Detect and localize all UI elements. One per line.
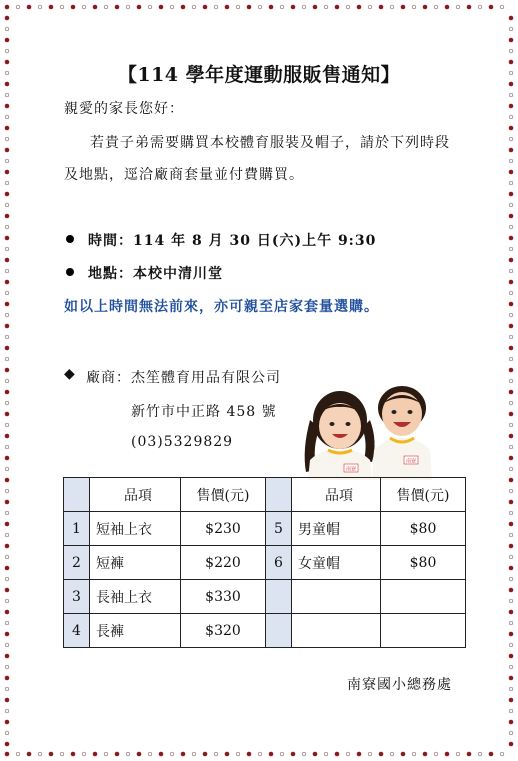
row-number: 4 <box>64 614 90 648</box>
border-bead <box>509 489 513 493</box>
border-bead <box>5 500 10 505</box>
border-bead <box>5 632 10 637</box>
border-bead <box>509 577 513 581</box>
table-header-price: 售價(元) <box>181 478 266 512</box>
border-bead <box>509 632 514 637</box>
border-bead <box>509 379 513 383</box>
table-row <box>64 614 466 648</box>
border-bead <box>509 742 514 747</box>
border-bead <box>509 599 513 603</box>
border-bead <box>104 5 108 9</box>
border-bead <box>445 752 450 757</box>
border-bead <box>509 170 514 175</box>
boy-shirt-label: 南寮 <box>405 458 417 465</box>
border-bead <box>302 5 306 9</box>
border-bead <box>5 236 10 241</box>
border-bead <box>5 654 10 659</box>
border-bead <box>368 752 372 756</box>
border-bead <box>5 731 9 735</box>
border-bead <box>509 126 514 131</box>
border-bead <box>192 752 196 756</box>
signature: 南寮國小總務處 <box>347 677 452 693</box>
item-name <box>292 580 381 614</box>
border-bead <box>5 456 10 461</box>
border-bead <box>401 752 406 757</box>
border-bead <box>412 5 416 9</box>
border-bead <box>509 38 514 43</box>
notice-text: 如以上時間無法前來，亦可親至店家套量選購。 <box>64 299 379 315</box>
border-bead <box>509 27 513 31</box>
border-bead <box>390 5 394 9</box>
border-bead <box>509 445 513 449</box>
border-bead <box>5 346 10 351</box>
border-bead <box>93 752 98 757</box>
border-bead <box>509 731 513 735</box>
border-bead <box>5 137 9 141</box>
item-name: 長袖上衣 <box>90 580 181 614</box>
border-bead <box>93 5 98 10</box>
border-bead <box>5 368 10 373</box>
border-bead <box>509 423 513 427</box>
border-bead <box>478 5 482 9</box>
border-bead <box>509 181 513 185</box>
border-bead <box>509 280 514 285</box>
border-bead <box>5 676 10 681</box>
border-bead <box>5 280 10 285</box>
border-bead <box>192 5 196 9</box>
border-bead <box>509 511 513 515</box>
border-bead <box>509 302 514 307</box>
border-bead <box>5 665 9 669</box>
border-bead <box>159 752 164 757</box>
border-bead <box>324 5 328 9</box>
vendor-name: 廠商：杰笙體育用品有限公司 <box>86 370 281 386</box>
border-bead <box>509 434 514 439</box>
border-bead <box>5 5 10 10</box>
border-bead <box>509 236 514 241</box>
border-bead <box>170 752 174 756</box>
intro-line-1: 若貴子弟需要購買本校體育服裝及帽子，請於下列時段 <box>90 135 450 151</box>
border-bead <box>509 467 513 471</box>
border-bead <box>509 346 514 351</box>
border-bead <box>5 412 10 417</box>
border-bead <box>509 291 513 295</box>
border-bead <box>509 500 514 505</box>
intro-line-2: 及地點，逕洽廠商套量並付費購買。 <box>64 167 304 183</box>
border-bead <box>203 752 208 757</box>
row-number: 1 <box>64 512 90 546</box>
border-bead <box>509 269 513 273</box>
border-bead <box>346 5 350 9</box>
border-bead <box>5 687 9 691</box>
border-bead <box>509 357 513 361</box>
girl-shirt-label: 南寮 <box>345 466 357 473</box>
border-bead <box>16 752 20 756</box>
border-bead <box>509 643 513 647</box>
border-bead <box>5 49 9 53</box>
border-bead <box>71 752 76 757</box>
border-bead <box>5 379 9 383</box>
border-bead <box>258 5 262 9</box>
border-bead <box>401 5 406 10</box>
border-bead <box>509 654 514 659</box>
border-bead <box>478 752 482 756</box>
border-bead <box>203 5 208 10</box>
border-bead <box>5 467 9 471</box>
border-bead <box>60 752 64 756</box>
border-bead <box>5 566 10 571</box>
border-bead <box>214 752 218 756</box>
border-bead <box>5 577 9 581</box>
border-bead <box>509 49 513 53</box>
border-bead <box>5 170 10 175</box>
border-bead <box>5 390 10 395</box>
border-bead <box>5 181 9 185</box>
border-bead <box>368 5 372 9</box>
time-info: 時間：114 年 8 月 30 日(六)上午 9:30 <box>88 233 377 249</box>
border-bead <box>509 401 513 405</box>
border-bead <box>159 5 164 10</box>
row-number <box>266 580 292 614</box>
border-bead <box>170 5 174 9</box>
border-bead <box>509 390 514 395</box>
border-bead <box>38 752 42 756</box>
border-bead <box>456 5 460 9</box>
item-name: 長褲 <box>90 614 181 648</box>
greeting-text: 親愛的家長您好： <box>64 101 184 117</box>
table-header-item: 品項 <box>292 478 381 512</box>
border-bead <box>225 5 230 10</box>
vendor-address: 新竹市中正路 458 號 <box>131 404 277 420</box>
border-bead <box>27 752 32 757</box>
border-bead <box>467 5 472 10</box>
border-bead <box>423 752 428 757</box>
row-number <box>266 614 292 648</box>
border-bead <box>509 412 514 417</box>
border-bead <box>5 104 10 109</box>
border-bead <box>16 5 20 9</box>
border-bead <box>357 752 362 757</box>
border-bead <box>126 5 130 9</box>
border-bead <box>509 324 514 329</box>
border-bead <box>509 148 514 153</box>
item-name: 短袖上衣 <box>90 512 181 546</box>
bullet-icon <box>66 268 74 276</box>
border-bead <box>137 5 142 10</box>
border-bead <box>5 335 9 339</box>
table-cell <box>266 478 292 512</box>
border-bead <box>509 214 514 219</box>
border-bead <box>5 401 9 405</box>
border-bead <box>5 544 10 549</box>
border-bead <box>82 752 86 756</box>
border-bead <box>509 247 513 251</box>
border-bead <box>509 522 514 527</box>
border-bead <box>467 752 472 757</box>
border-bead <box>509 720 514 725</box>
border-bead <box>126 752 130 756</box>
border-bead <box>5 533 9 537</box>
border-bead <box>509 258 514 263</box>
border-bead <box>236 5 240 9</box>
border-bead <box>247 5 252 10</box>
border-bead <box>225 752 230 757</box>
table-row <box>64 580 466 614</box>
border-bead <box>5 478 10 483</box>
border-bead <box>346 752 350 756</box>
border-bead <box>509 555 513 559</box>
border-bead <box>5 489 9 493</box>
border-bead <box>434 752 438 756</box>
border-bead <box>509 665 513 669</box>
border-bead <box>27 5 32 10</box>
table-header-row <box>64 478 466 512</box>
place-info: 地點：本校中清川堂 <box>88 266 223 282</box>
border-bead <box>509 709 513 713</box>
table-cell <box>64 478 90 512</box>
border-bead <box>5 555 9 559</box>
border-bead <box>509 203 513 207</box>
border-bead <box>313 5 318 10</box>
border-bead <box>509 313 513 317</box>
table-row <box>64 546 466 580</box>
border-bead <box>5 159 9 163</box>
border-bead <box>335 752 340 757</box>
border-bead <box>5 115 9 119</box>
item-price <box>381 580 466 614</box>
border-bead <box>5 302 10 307</box>
border-bead <box>445 5 450 10</box>
border-bead <box>5 225 9 229</box>
border-bead <box>509 192 514 197</box>
item-price: $330 <box>181 580 266 614</box>
item-price: $230 <box>181 512 266 546</box>
border-bead <box>280 5 284 9</box>
border-bead <box>5 698 10 703</box>
border-bead <box>5 610 10 615</box>
border-bead <box>38 5 42 9</box>
border-bead <box>291 752 296 757</box>
table-row <box>64 512 466 546</box>
border-bead <box>509 137 513 141</box>
border-bead <box>137 752 142 757</box>
border-bead <box>5 588 10 593</box>
border-bead <box>509 368 514 373</box>
border-bead <box>335 5 340 10</box>
border-bead <box>509 687 513 691</box>
border-bead <box>148 752 152 756</box>
border-bead <box>5 291 9 295</box>
children-illustration <box>292 380 442 480</box>
border-bead <box>302 752 306 756</box>
diamond-icon: ◆ <box>64 366 75 382</box>
border-bead <box>509 478 514 483</box>
border-bead <box>412 752 416 756</box>
border-bead <box>5 423 9 427</box>
border-bead <box>509 159 513 163</box>
border-bead <box>5 720 10 725</box>
border-bead <box>509 93 513 97</box>
border-bead <box>509 456 514 461</box>
border-bead <box>5 38 10 43</box>
item-price: $80 <box>381 512 466 546</box>
border-bead <box>181 752 186 757</box>
border-bead <box>5 16 10 21</box>
border-bead <box>509 115 513 119</box>
table-header-price: 售價(元) <box>381 478 466 512</box>
vendor-phone: (03)5329829 <box>131 434 234 450</box>
border-bead <box>5 93 9 97</box>
border-bead <box>49 752 54 757</box>
border-bead <box>379 5 384 10</box>
border-bead <box>5 126 10 131</box>
item-name: 短褲 <box>90 546 181 580</box>
price-table <box>63 477 466 648</box>
item-price: $220 <box>181 546 266 580</box>
item-price: $320 <box>181 614 266 648</box>
border-bead <box>5 148 10 153</box>
table-header-item: 品項 <box>90 478 181 512</box>
border-bead <box>5 258 10 263</box>
border-bead <box>214 5 218 9</box>
border-bead <box>434 5 438 9</box>
row-number: 2 <box>64 546 90 580</box>
border-bead <box>5 192 10 197</box>
border-bead <box>509 566 514 571</box>
border-bead <box>104 752 108 756</box>
border-bead <box>5 643 9 647</box>
border-bead <box>423 5 428 10</box>
border-bead <box>280 752 284 756</box>
border-bead <box>509 698 514 703</box>
border-bead <box>509 610 514 615</box>
border-bead <box>5 324 10 329</box>
border-bead <box>258 752 262 756</box>
border-bead <box>500 5 504 9</box>
border-bead <box>5 621 9 625</box>
border-bead <box>115 5 120 10</box>
border-bead <box>500 752 504 756</box>
page-title: 【114 學年度運動服販售通知】 <box>117 64 401 86</box>
border-bead <box>5 522 10 527</box>
border-bead <box>324 752 328 756</box>
border-bead <box>509 544 514 549</box>
border-bead <box>5 27 9 31</box>
row-number: 3 <box>64 580 90 614</box>
border-bead <box>390 752 394 756</box>
border-bead <box>181 5 186 10</box>
border-bead <box>82 5 86 9</box>
border-bead <box>509 533 513 537</box>
border-bead <box>115 752 120 757</box>
border-bead <box>313 752 318 757</box>
border-bead <box>509 16 514 21</box>
border-bead <box>509 588 514 593</box>
border-bead <box>509 335 513 339</box>
border-bead <box>5 709 9 713</box>
border-bead <box>60 5 64 9</box>
border-bead <box>489 5 494 10</box>
border-bead <box>71 5 76 10</box>
border-bead <box>291 5 296 10</box>
border-bead <box>489 752 494 757</box>
border-bead <box>5 742 10 747</box>
item-name: 女童帽 <box>292 546 381 580</box>
border-bead <box>5 203 9 207</box>
bullet-icon <box>66 235 74 243</box>
border-bead <box>269 752 274 757</box>
border-bead <box>49 5 54 10</box>
row-number: 6 <box>266 546 292 580</box>
border-bead <box>5 445 9 449</box>
border-bead <box>509 225 513 229</box>
border-bead <box>379 752 384 757</box>
border-bead <box>509 621 513 625</box>
border-bead <box>5 313 9 317</box>
border-bead <box>148 5 152 9</box>
border-bead <box>509 104 514 109</box>
border-bead <box>5 434 10 439</box>
item-name <box>292 614 381 648</box>
row-number: 5 <box>266 512 292 546</box>
border-bead <box>5 752 10 757</box>
border-bead <box>5 247 9 251</box>
border-bead <box>509 676 514 681</box>
border-bead <box>357 5 362 10</box>
border-bead <box>5 214 10 219</box>
border-bead <box>456 752 460 756</box>
item-price: $80 <box>381 546 466 580</box>
border-bead <box>269 5 274 10</box>
border-bead <box>247 752 252 757</box>
border-bead <box>5 511 9 515</box>
border-bead <box>236 752 240 756</box>
border-bead <box>5 269 9 273</box>
border-bead <box>5 357 9 361</box>
border-bead <box>5 599 9 603</box>
item-price <box>381 614 466 648</box>
item-name: 男童帽 <box>292 512 381 546</box>
